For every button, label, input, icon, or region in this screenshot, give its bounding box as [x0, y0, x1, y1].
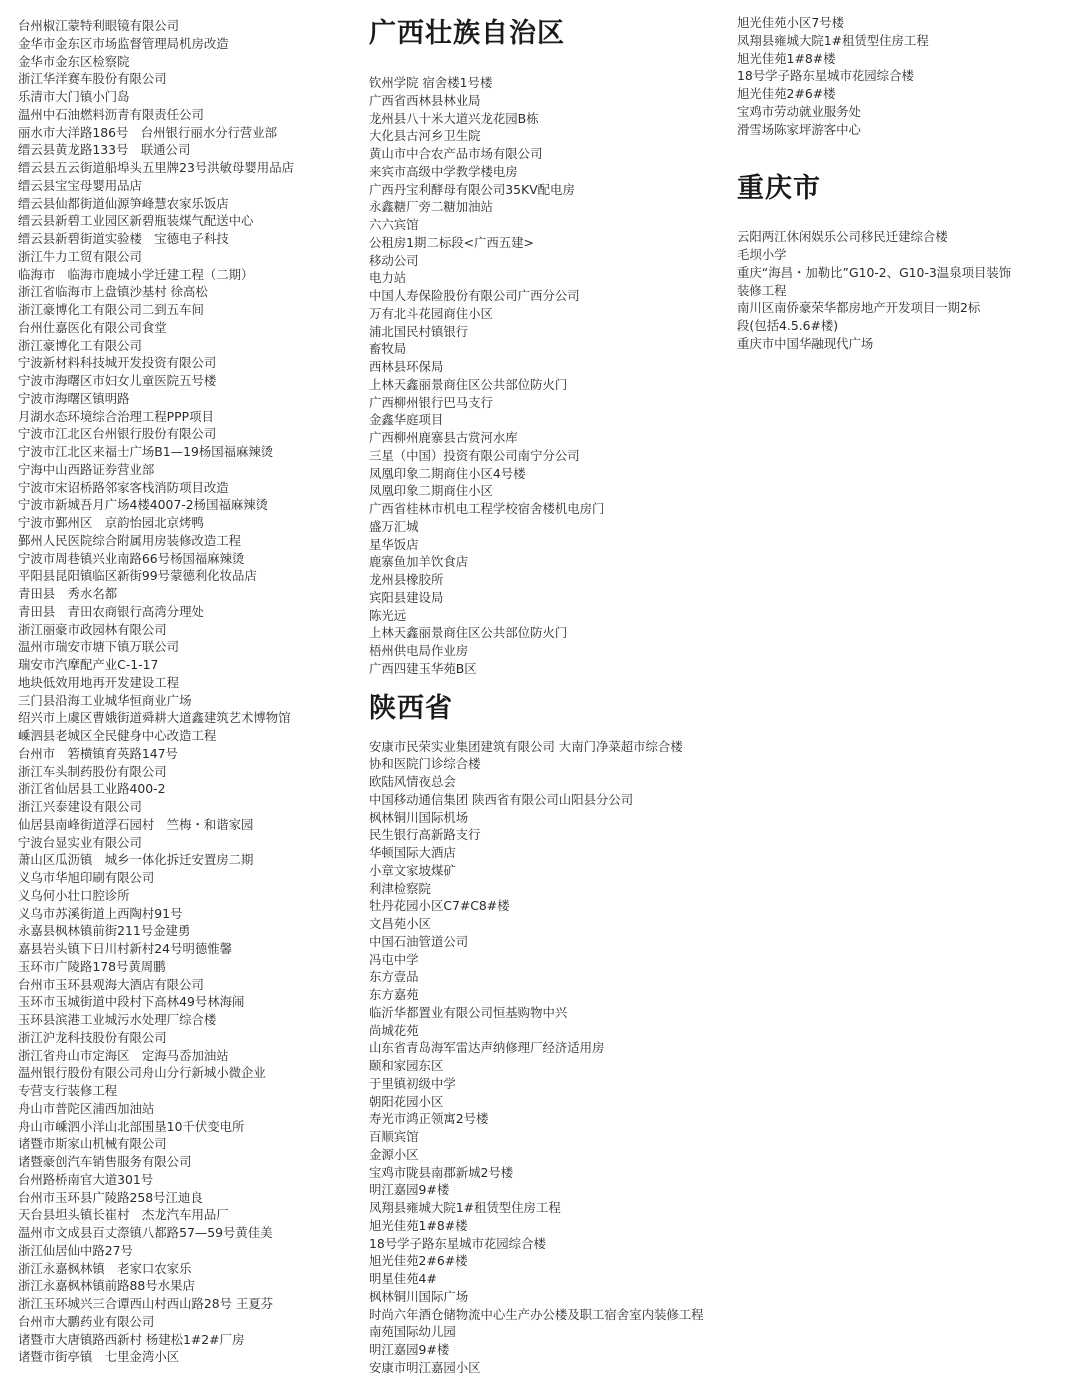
entry-list	[18, 17, 358, 1366]
list-item: 欧陆风情夜总会	[369, 774, 456, 789]
list-item: 义乌市苏溪街道上西陶村91号	[18, 905, 183, 921]
list-item: 浙江华洋赛车股份有限公司	[18, 71, 167, 87]
list-item: 诸暨豪创汽车销售服务有限公司	[18, 1154, 192, 1169]
list-item: 安康市明江嘉园小区	[369, 1359, 481, 1375]
list-item: 金华市金东区市场监督管理局机房改造	[18, 35, 229, 51]
list-item: 浙江豪博化工有限公司	[18, 337, 142, 353]
list-item: 临沂华都置业有限公司恒基购物中兴	[369, 1004, 568, 1020]
list-item: 三星（中国）投资有限公司南宁分公司	[369, 447, 580, 463]
list-item: 嵊泗县老城区全民健身中心改造工程	[18, 728, 217, 743]
column-guangxi-shaanxi	[369, 17, 729, 1377]
list-item: 临海市 临海市鹿城小学迁建工程（二期）	[18, 266, 254, 282]
list-item: 玉环市玉城街道中段村下高林49号林海闹	[18, 994, 245, 1010]
list-item: 专营支行装修工程	[18, 1083, 118, 1098]
list-item: 宾阳县建设局	[369, 589, 444, 605]
list-item: 玉环县滨港工业城污水处理厂综合楼	[18, 1012, 217, 1027]
list-item: 宁波台显实业有限公司	[18, 834, 142, 850]
list-item: 明江嘉园9#楼	[369, 1182, 450, 1198]
list-item: 滑雪场陈家坪游客中心	[737, 121, 861, 137]
list-item: 瑞安市汽摩配产业C-1-17	[18, 657, 159, 672]
list-item: 浙江兴泰建设有限公司	[18, 799, 142, 814]
list-item: 移动公司	[369, 252, 419, 268]
list-item: 民生银行高新路支行	[369, 827, 481, 843]
list-item: 浦北国民村镇银行	[369, 323, 469, 339]
list-item: 凤凰印象二期商住小区4号楼	[369, 465, 526, 481]
list-item: 温州市文成县百丈漈镇八都路57—59号黄佳美	[18, 1225, 273, 1240]
list-item: 缙云县新碧工业园区新碧瓶装煤气配送中心	[18, 213, 254, 229]
list-item: 上林天鑫丽景商住区公共部位防火门	[369, 376, 568, 392]
list-item: 中国移动通信集团 陕西省有限公司山阳县分公司	[369, 791, 634, 807]
list-item: 冯屯中学	[369, 951, 419, 967]
list-item: 宁波市海曙区市妇女儿童医院五号楼	[18, 373, 217, 388]
list-item: 缙云县仙都街道仙源笋峰慧农家乐饭店	[18, 195, 229, 211]
list-item: 广西柳州银行巴马支行	[369, 394, 493, 410]
list-item: 段(包括4.5.6#楼)	[737, 318, 839, 333]
list-item: 颐和家园东区	[369, 1058, 444, 1073]
list-item: 宁波市新城吾月广场4楼4007-2杨国福麻辣烫	[18, 497, 269, 513]
list-item: 宝鸡市劳动就业服务处	[737, 103, 861, 119]
list-item: 时尚六年酒仓储物流中心生产办公楼及职工宿舍室内装修工程	[369, 1306, 704, 1322]
list-item: 玉环市广陵路178号黄周鹏	[18, 958, 166, 974]
list-item: 台州椒江蒙特利眼镜有限公司	[18, 18, 180, 33]
list-item: 诸暨市街亭镇 七里金湾小区	[18, 1349, 180, 1365]
list-item: 云阳两江休闲娱乐公司移民迁建综合楼	[737, 229, 948, 245]
list-item: 台州市玉环县观海大酒店有限公司	[18, 976, 204, 992]
list-item: 广西丹宝利酵母有限公司35KV配电房	[369, 181, 575, 197]
list-item: 缙云县黄龙路133号 联通公司	[18, 142, 191, 158]
list-item: 宁波市鄞州区 京韵怡园北京烤鸭	[18, 515, 204, 530]
list-item: 寿光市鸿正领寓2号楼	[369, 1111, 489, 1127]
list-item: 利津检察院	[369, 880, 431, 896]
entry-list	[369, 74, 729, 678]
list-item: 中国石油管道公司	[369, 933, 469, 949]
list-item: 南苑国际幼儿园	[369, 1324, 456, 1340]
list-item: 浙江省仙居县工业路400-2	[18, 781, 166, 797]
region-heading-guangxi: 广西壮族自治区	[369, 18, 565, 49]
list-item: 文昌苑小区	[369, 916, 431, 931]
list-item: 18号学子路东星城市花园综合楼	[369, 1235, 546, 1251]
list-item: 月湖水态环境综合治理工程PPP项目	[18, 408, 214, 424]
list-item: 平阳县昆阳镇临区新街99号蒙德利化妆品店	[18, 568, 257, 584]
list-item: 万有北斗花园商住小区	[369, 305, 493, 321]
list-item: 18号学子路东星城市花园综合楼	[737, 68, 914, 84]
list-item: 来宾市高级中学教学楼电房	[369, 163, 518, 179]
list-item: 浙江仙居仙中路27号	[18, 1242, 133, 1258]
list-item: 上林天鑫丽景商住区公共部位防火门	[369, 625, 568, 641]
list-item: 于里镇初级中学	[369, 1075, 456, 1091]
list-item: 电力站	[369, 270, 407, 286]
list-item: 浙江永嘉枫林镇前路88号水果店	[18, 1278, 195, 1294]
list-item: 广西省西林县林业局	[369, 92, 481, 108]
list-item: 嘉县岩头镇下日川村新村24号明德惟馨	[18, 941, 233, 956]
list-item: 中国人寿保险股份有限公司广西分公司	[369, 288, 580, 303]
list-item: 旭光佳苑1#8#楼	[369, 1217, 468, 1233]
list-item: 温州银行股份有限公司舟山分行新城小微企业	[18, 1065, 266, 1081]
list-item: 浙江丽豪市政园林有限公司	[18, 621, 167, 637]
list-item: 义乌何小壮口腔诊所	[18, 887, 130, 903]
list-item: 黄山市中合农产品市场有限公司	[369, 146, 543, 161]
list-item: 三门县沿海工业城华恒商业广场	[18, 692, 192, 708]
list-item: 钦州学院 宿舍楼1号楼	[369, 75, 493, 90]
list-item: 地块低效用地再开发建设工程	[18, 674, 180, 690]
list-item: 安康市民荣实业集团建筑有限公司 大南门净菜超市综合楼	[369, 738, 683, 754]
list-item: 广西四建玉华苑B区	[369, 660, 477, 676]
list-item: 金华市金东区检察院	[18, 53, 130, 69]
list-item: 乐清市大门镇小门岛	[18, 89, 130, 104]
entry-list	[737, 14, 1067, 138]
list-item: 鄞州人民医院综合附属用房装修改造工程	[18, 532, 242, 548]
list-item: 萧山区瓜沥镇 城乡一体化拆迁安置房二期	[18, 852, 254, 868]
list-item: 重庆“海昌・加勒比”G10-2、G10-3温泉项目装饰	[737, 264, 1012, 280]
list-item: 大化县古河乡卫生院	[369, 128, 481, 144]
list-item: 丽水市大洋路186号 台州银行丽水分行营业部	[18, 124, 278, 140]
list-item: 青田县 青田农商银行高湾分理处	[18, 603, 204, 619]
list-item: 旭光佳苑2#6#楼	[369, 1253, 468, 1269]
list-item: 缙云县五云街道船埠头五里牌23号洪敏母婴用品店	[18, 160, 294, 175]
list-item: 西林县环保局	[369, 359, 444, 374]
entry-list	[737, 228, 1067, 352]
list-item: 宝鸡市陇县南郡新城2号楼	[369, 1164, 514, 1180]
list-item: 宁波市江北区来福士广场B1—19杨国福麻辣烫	[18, 444, 274, 459]
list-item: 金鑫华庭项目	[369, 412, 444, 428]
list-item: 旭光佳苑1#8#楼	[737, 50, 836, 66]
list-item: 台州市 箬横镇育英路147号	[18, 745, 178, 761]
list-item: 宁波市宋诏桥路邻家客栈消防项目改造	[18, 479, 229, 495]
list-item: 梧州供电局作业房	[369, 643, 469, 658]
list-item: 温州市瑞安市塘下镇万联公司	[18, 639, 180, 655]
column-shaanxi-chongqing	[737, 14, 1067, 353]
list-item: 旭光佳苑2#6#楼	[737, 86, 836, 101]
list-item: 小章文家坡煤矿	[369, 862, 456, 878]
list-item: 明江嘉园9#楼	[369, 1342, 450, 1357]
list-item: 永鑫糖厂旁二糖加油站	[369, 199, 493, 215]
list-item: 宁波市周巷镇兴业南路66号杨国福麻辣烫	[18, 550, 245, 566]
list-item: 广西柳州鹿寨县古赏河水库	[369, 430, 518, 445]
list-item: 温州中石油燃料沥青有限责任公司	[18, 106, 204, 122]
list-item: 宁波新材料科技城开发投资有限公司	[18, 355, 217, 371]
list-item: 台州仕嘉医化有限公司食堂	[18, 319, 167, 335]
list-item: 凤翔县雍城大院1#租赁型住房工程	[737, 32, 929, 48]
list-item: 尚城花苑	[369, 1022, 419, 1038]
list-item: 枫林铜川国际机场	[369, 809, 469, 825]
list-item: 南川区南侨豪荣华都房地产开发项目一期2标	[737, 300, 981, 316]
list-item: 浙江车头制药股份有限公司	[18, 763, 167, 779]
list-item: 枫林铜川国际广场	[369, 1288, 469, 1304]
list-item: 浙江玉环城兴三合谭西山村西山路28号 王夏芬	[18, 1296, 274, 1311]
column-zhejiang	[18, 17, 358, 1366]
entry-list	[369, 738, 729, 1377]
list-item: 浙江省舟山市定海区 定海马岙加油站	[18, 1047, 229, 1063]
list-item: 山东省青岛海军雷达声纳修理厂经济适用房	[369, 1040, 605, 1056]
list-item: 浙江牛力工贸有限公司	[18, 248, 142, 264]
list-item: 牡丹花园小区C7#C8#楼	[369, 898, 510, 914]
list-item: 旭光佳苑小区7号楼	[737, 15, 845, 30]
list-item: 畜牧局	[369, 341, 407, 357]
list-item: 凤凰印象二期商住小区	[369, 483, 493, 499]
list-item: 毛坝小学	[737, 247, 787, 262]
list-item: 舟山市普陀区浦西加油站	[18, 1100, 155, 1116]
list-item: 鹿寨鱼加羊饮食店	[369, 554, 469, 570]
list-item: 华顿国际大酒店	[369, 845, 456, 860]
list-item: 盛万汇城	[369, 518, 419, 534]
list-item: 东方壹品	[369, 969, 419, 985]
list-item: 朝阳花园小区	[369, 1093, 444, 1109]
list-item: 星华饭店	[369, 536, 419, 552]
list-item: 公租房1期二标段<广西五建>	[369, 234, 534, 250]
list-item: 义乌市华旭印刷有限公司	[18, 870, 155, 885]
list-item: 明星佳苑4#	[369, 1271, 437, 1286]
list-item: 青田县 秀水名都	[18, 586, 118, 601]
list-item: 缙云县宝宝母婴用品店	[18, 177, 142, 193]
list-item: 仙居县南峰街道浮石园村 竺梅・和谐家园	[18, 816, 254, 832]
list-item: 缙云县新碧街道实验楼 宝德电子科技	[18, 231, 229, 246]
list-item: 金源小区	[369, 1146, 419, 1162]
list-item: 浙江豪博化工有限公司二到五车间	[18, 302, 204, 317]
list-item: 浙江永嘉枫林镇 老家口农家乐	[18, 1260, 192, 1276]
list-item: 台州路桥南官大道301号	[18, 1171, 154, 1187]
list-item: 永嘉县枫林镇前街211号金建勇	[18, 923, 191, 939]
list-item: 绍兴市上虞区曹娥街道舜耕大道鑫建筑艺术博物馆	[18, 710, 291, 726]
list-item: 宁波市江北区台州银行股份有限公司	[18, 426, 217, 442]
list-item: 台州市玉环县广陵路258号江迪良	[18, 1189, 203, 1205]
region-heading-shaanxi: 陕西省	[369, 692, 453, 724]
list-item: 浙江省临海市上盘镇沙基村 徐高松	[18, 284, 208, 300]
list-item: 龙州县橡胶所	[369, 572, 444, 587]
list-item: 舟山市嵊泗小洋山北部围垦10千伏变电所	[18, 1118, 245, 1134]
list-item: 台州市大鹏药业有限公司	[18, 1313, 155, 1329]
list-item: 诸暨市斯家山机械有限公司	[18, 1136, 167, 1152]
list-item: 六六宾馆	[369, 217, 419, 232]
list-item: 凤翔县雍城大院1#租赁型住房工程	[369, 1200, 561, 1215]
list-item: 广西省桂林市机电工程学校宿舍楼机电房门	[369, 501, 605, 516]
region-heading-chongqing: 重庆市	[737, 173, 821, 205]
list-item: 宁海中山西路证券营业部	[18, 461, 155, 477]
list-item: 浙江沪龙科技股份有限公司	[18, 1029, 167, 1045]
list-item: 陈光远	[369, 607, 407, 623]
list-item: 装修工程	[737, 282, 787, 298]
list-item: 东方嘉苑	[369, 987, 419, 1002]
list-item: 重庆市中国华融现代广场	[737, 335, 874, 351]
list-item: 百顺宾馆	[369, 1129, 419, 1144]
list-item: 龙州县八十米大道兴龙花园B栋	[369, 110, 539, 126]
list-item: 宁波市海曙区镇明路	[18, 390, 130, 406]
list-item: 协和医院门诊综合楼	[369, 756, 481, 772]
list-item: 天台县坦头镇长崔村 杰龙汽车用品厂	[18, 1207, 229, 1223]
list-item: 诸暨市大唐镇路西新村 杨建松1#2#厂房	[18, 1331, 245, 1347]
